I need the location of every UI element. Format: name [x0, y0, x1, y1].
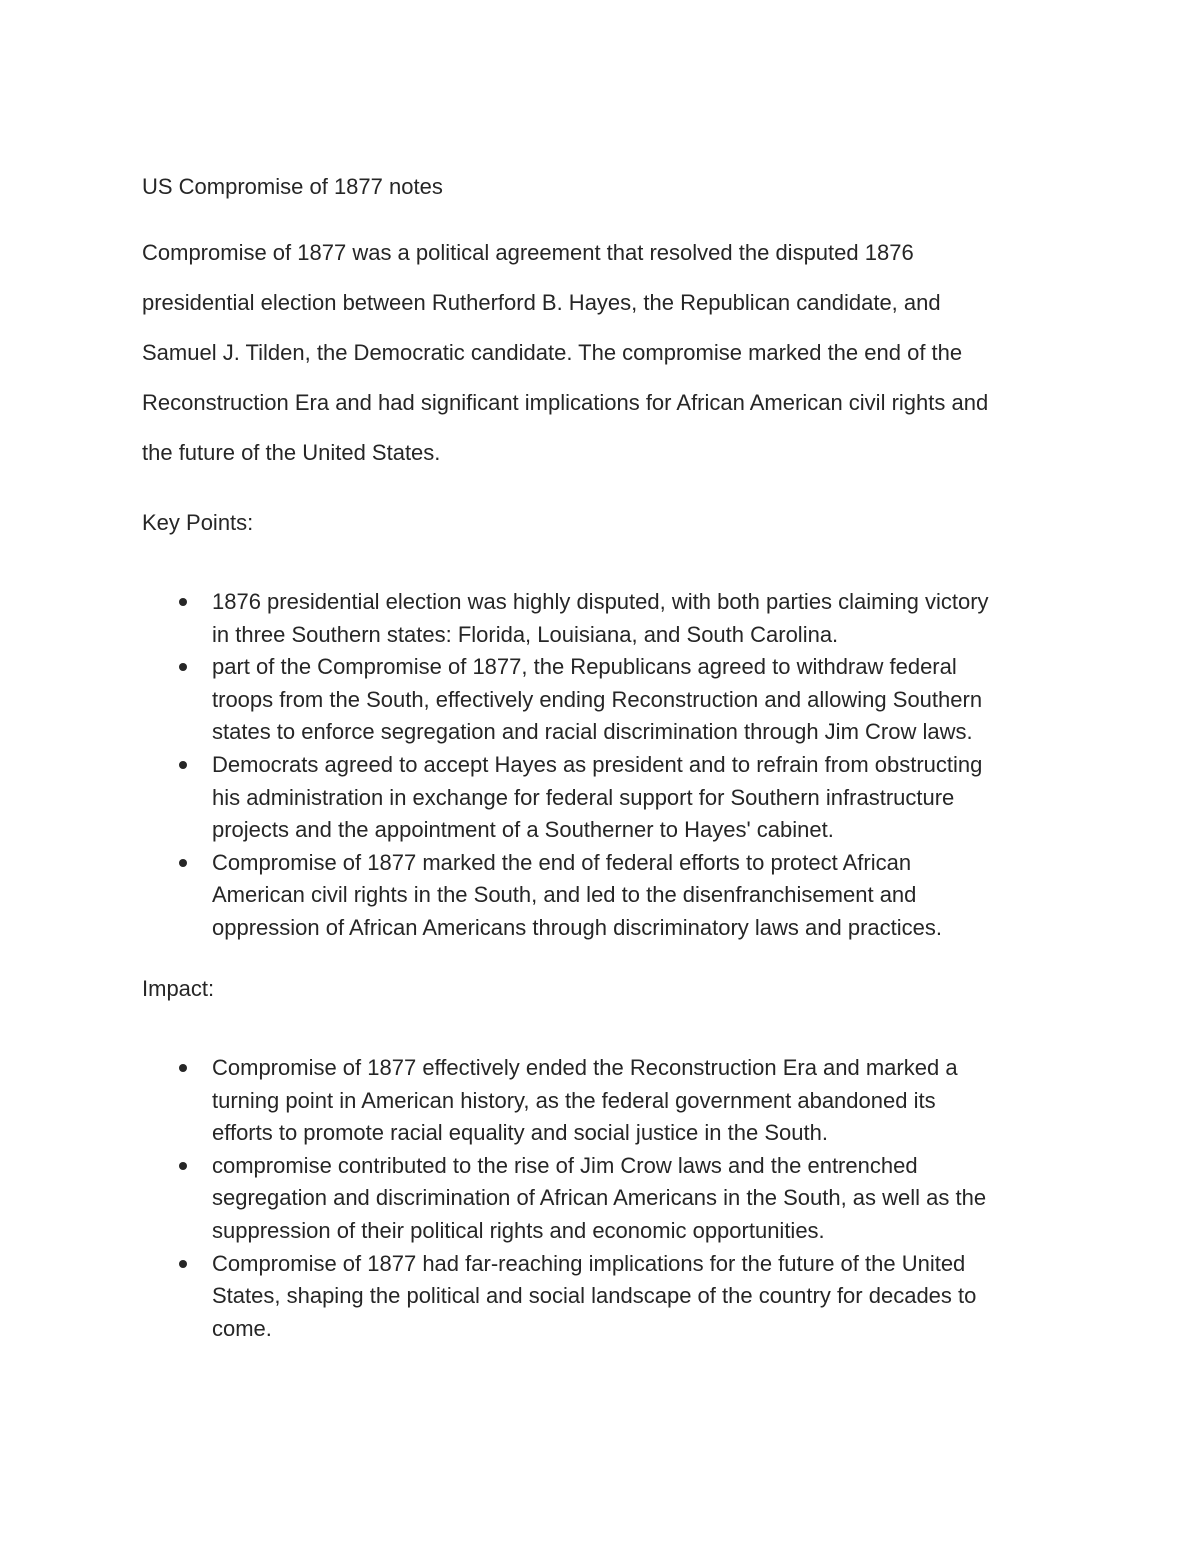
bullet-line: Compromise of 1877 had far-reaching implications for the future of the United	[212, 1250, 966, 1276]
bullet-icon	[179, 1064, 187, 1072]
bullet-line: segregation and discrimination of African Americans in the South, as well as the	[212, 1185, 987, 1211]
bullet-icon	[179, 663, 187, 671]
bullet-line: efforts to promote racial equality and social justice in the South.	[212, 1120, 828, 1146]
impact-list	[142, 1052, 1082, 1345]
key-point-item	[142, 586, 1082, 651]
impact-item	[142, 1150, 1082, 1248]
bullet-line: suppression of their political rights and economic opportunities.	[212, 1217, 825, 1243]
key-points-list	[142, 586, 1082, 945]
bullet-line: compromise contributed to the rise of Jim Crow laws and the entrenched	[212, 1152, 918, 1178]
bullet-text	[212, 1052, 1082, 1150]
bullet-line: Democrats agreed to accept Hayes as president and to refrain from obstructing	[212, 751, 983, 777]
bullet-line: oppression of African Americans through discriminatory laws and practices.	[212, 914, 943, 940]
key-point-item	[142, 651, 1082, 749]
intro-line: Reconstruction Era and had significant implications for African American civil rights and	[142, 390, 989, 415]
bullet-line: Compromise of 1877 effectively ended the Reconstruction Era and marked a	[212, 1055, 958, 1080]
bullet-text	[212, 1150, 1082, 1248]
bullet-line: part of the Compromise of 1877, the Republicans agreed to withdraw federal	[212, 654, 957, 680]
bullet-icon	[179, 598, 187, 606]
bullet-icon	[179, 859, 187, 867]
bullet-text	[212, 586, 1082, 651]
bullet-line: States, shaping the political and social landscape of the country for decades to	[212, 1283, 977, 1309]
intro-line: Samuel J. Tilden, the Democratic candidate. The compromise marked the end of the	[142, 340, 963, 365]
bullet-line: come.	[212, 1315, 272, 1341]
bullet-icon	[179, 761, 187, 769]
intro-paragraph	[142, 228, 1082, 478]
bullet-text	[212, 1248, 1082, 1346]
impact-item	[142, 1052, 1082, 1150]
bullet-line: projects and the appointment of a Southerner to Hayes' cabinet.	[212, 817, 834, 843]
bullet-line: states to enforce segregation and racial discrimination through Jim Crow laws.	[212, 719, 973, 745]
bullet-line: turning point in American history, as the federal government abandoned its	[212, 1087, 936, 1113]
bullet-text	[212, 749, 1082, 847]
intro-line: Compromise of 1877 was a political agreement that resolved the disputed 1876	[142, 240, 914, 265]
intro-line: presidential election between Rutherford B. Hayes, the Republican candidate, and	[142, 290, 941, 315]
key-point-item	[142, 847, 1082, 945]
bullet-text	[212, 847, 1082, 945]
bullet-line: his administration in exchange for federal support for Southern infrastructure	[212, 784, 955, 810]
bullet-line: Compromise of 1877 marked the end of federal efforts to protect African	[212, 849, 912, 875]
key-point-item	[142, 749, 1082, 847]
impact-heading: Impact:	[142, 976, 215, 1001]
impact-item	[142, 1248, 1082, 1346]
bullet-icon	[179, 1260, 187, 1268]
bullet-line: 1876 presidential election was highly disputed, with both parties claiming victory	[212, 589, 989, 614]
bullet-line: American civil rights in the South, and led to the disenfranchisement and	[212, 882, 917, 908]
bullet-line: in three Southern states: Florida, Louisiana, and South Carolina.	[212, 621, 839, 647]
intro-line: the future of the United States.	[142, 440, 441, 465]
bullet-line: troops from the South, effectively ending Reconstruction and allowing Southern	[212, 686, 983, 712]
document-title: US Compromise of 1877 notes	[142, 174, 443, 199]
key-points-heading: Key Points:	[142, 510, 254, 535]
bullet-text	[212, 651, 1082, 749]
bullet-icon	[179, 1162, 187, 1170]
